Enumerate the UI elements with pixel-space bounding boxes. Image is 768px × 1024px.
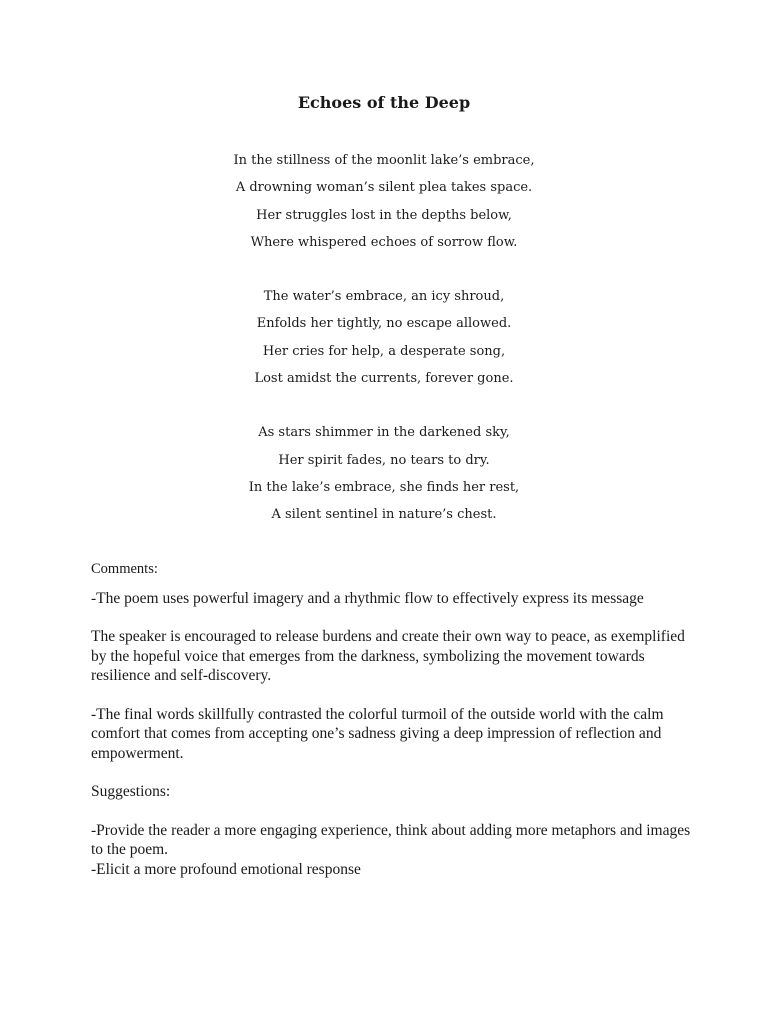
poem-body xyxy=(0,150,768,559)
poem-line: A silent sentinel in nature’s chest. xyxy=(271,507,497,523)
poem-line: Enfolds her tightly, no escape allowed. xyxy=(256,316,512,332)
comment-item: -The final words skillfully contrasted the colorful turmoil of the outside world with the calm comfort that comes from accepting one’s sadness giving a deep impression of reflection and empowerment. xyxy=(91,705,664,762)
stanza-3 xyxy=(0,422,768,531)
poem-line: In the lake’s embrace, she finds her rest, xyxy=(248,479,520,495)
comment-item: -The poem uses powerful imagery and a rhythmic flow to effectively express its message xyxy=(91,589,644,607)
poem-line: In the stillness of the moonlit lake’s embrace, xyxy=(233,153,535,168)
poem-line: Lost amidst the currents, forever gone. xyxy=(254,371,514,387)
stanza-2 xyxy=(0,286,768,395)
comments-heading: Comments: xyxy=(91,561,158,577)
stanza-1 xyxy=(0,150,768,259)
suggestion-item: -Elicit a more profound emotional response xyxy=(91,860,361,878)
poem-line: Her cries for help, a desperate song, xyxy=(262,343,506,359)
poem-line: Her struggles lost in the depths below, xyxy=(256,207,512,223)
poem-line: Where whispered echoes of sorrow flow. xyxy=(250,234,518,250)
feedback-section xyxy=(91,560,691,879)
poem-line: The water’s embrace, an icy shroud, xyxy=(263,289,505,305)
poem-line: Her spirit fades, no tears to dry. xyxy=(278,452,490,468)
suggestion-item: -Provide the reader a more engaging experience, think about adding more metaphors and images to the poem. xyxy=(91,821,691,858)
comment-item: The speaker is encouraged to release burdens and create their own way to peace, as exemplified by the hopeful voice that emerges from the darkness, symbolizing the movement towards resilience and self-discovery. xyxy=(91,628,685,684)
poem-line: As stars shimmer in the darkened sky, xyxy=(258,425,510,441)
poem-line: A drowning woman’s silent plea takes space. xyxy=(235,180,533,196)
suggestions-heading: Suggestions: xyxy=(91,783,171,800)
poem-title: Echoes of the Deep xyxy=(297,93,471,112)
